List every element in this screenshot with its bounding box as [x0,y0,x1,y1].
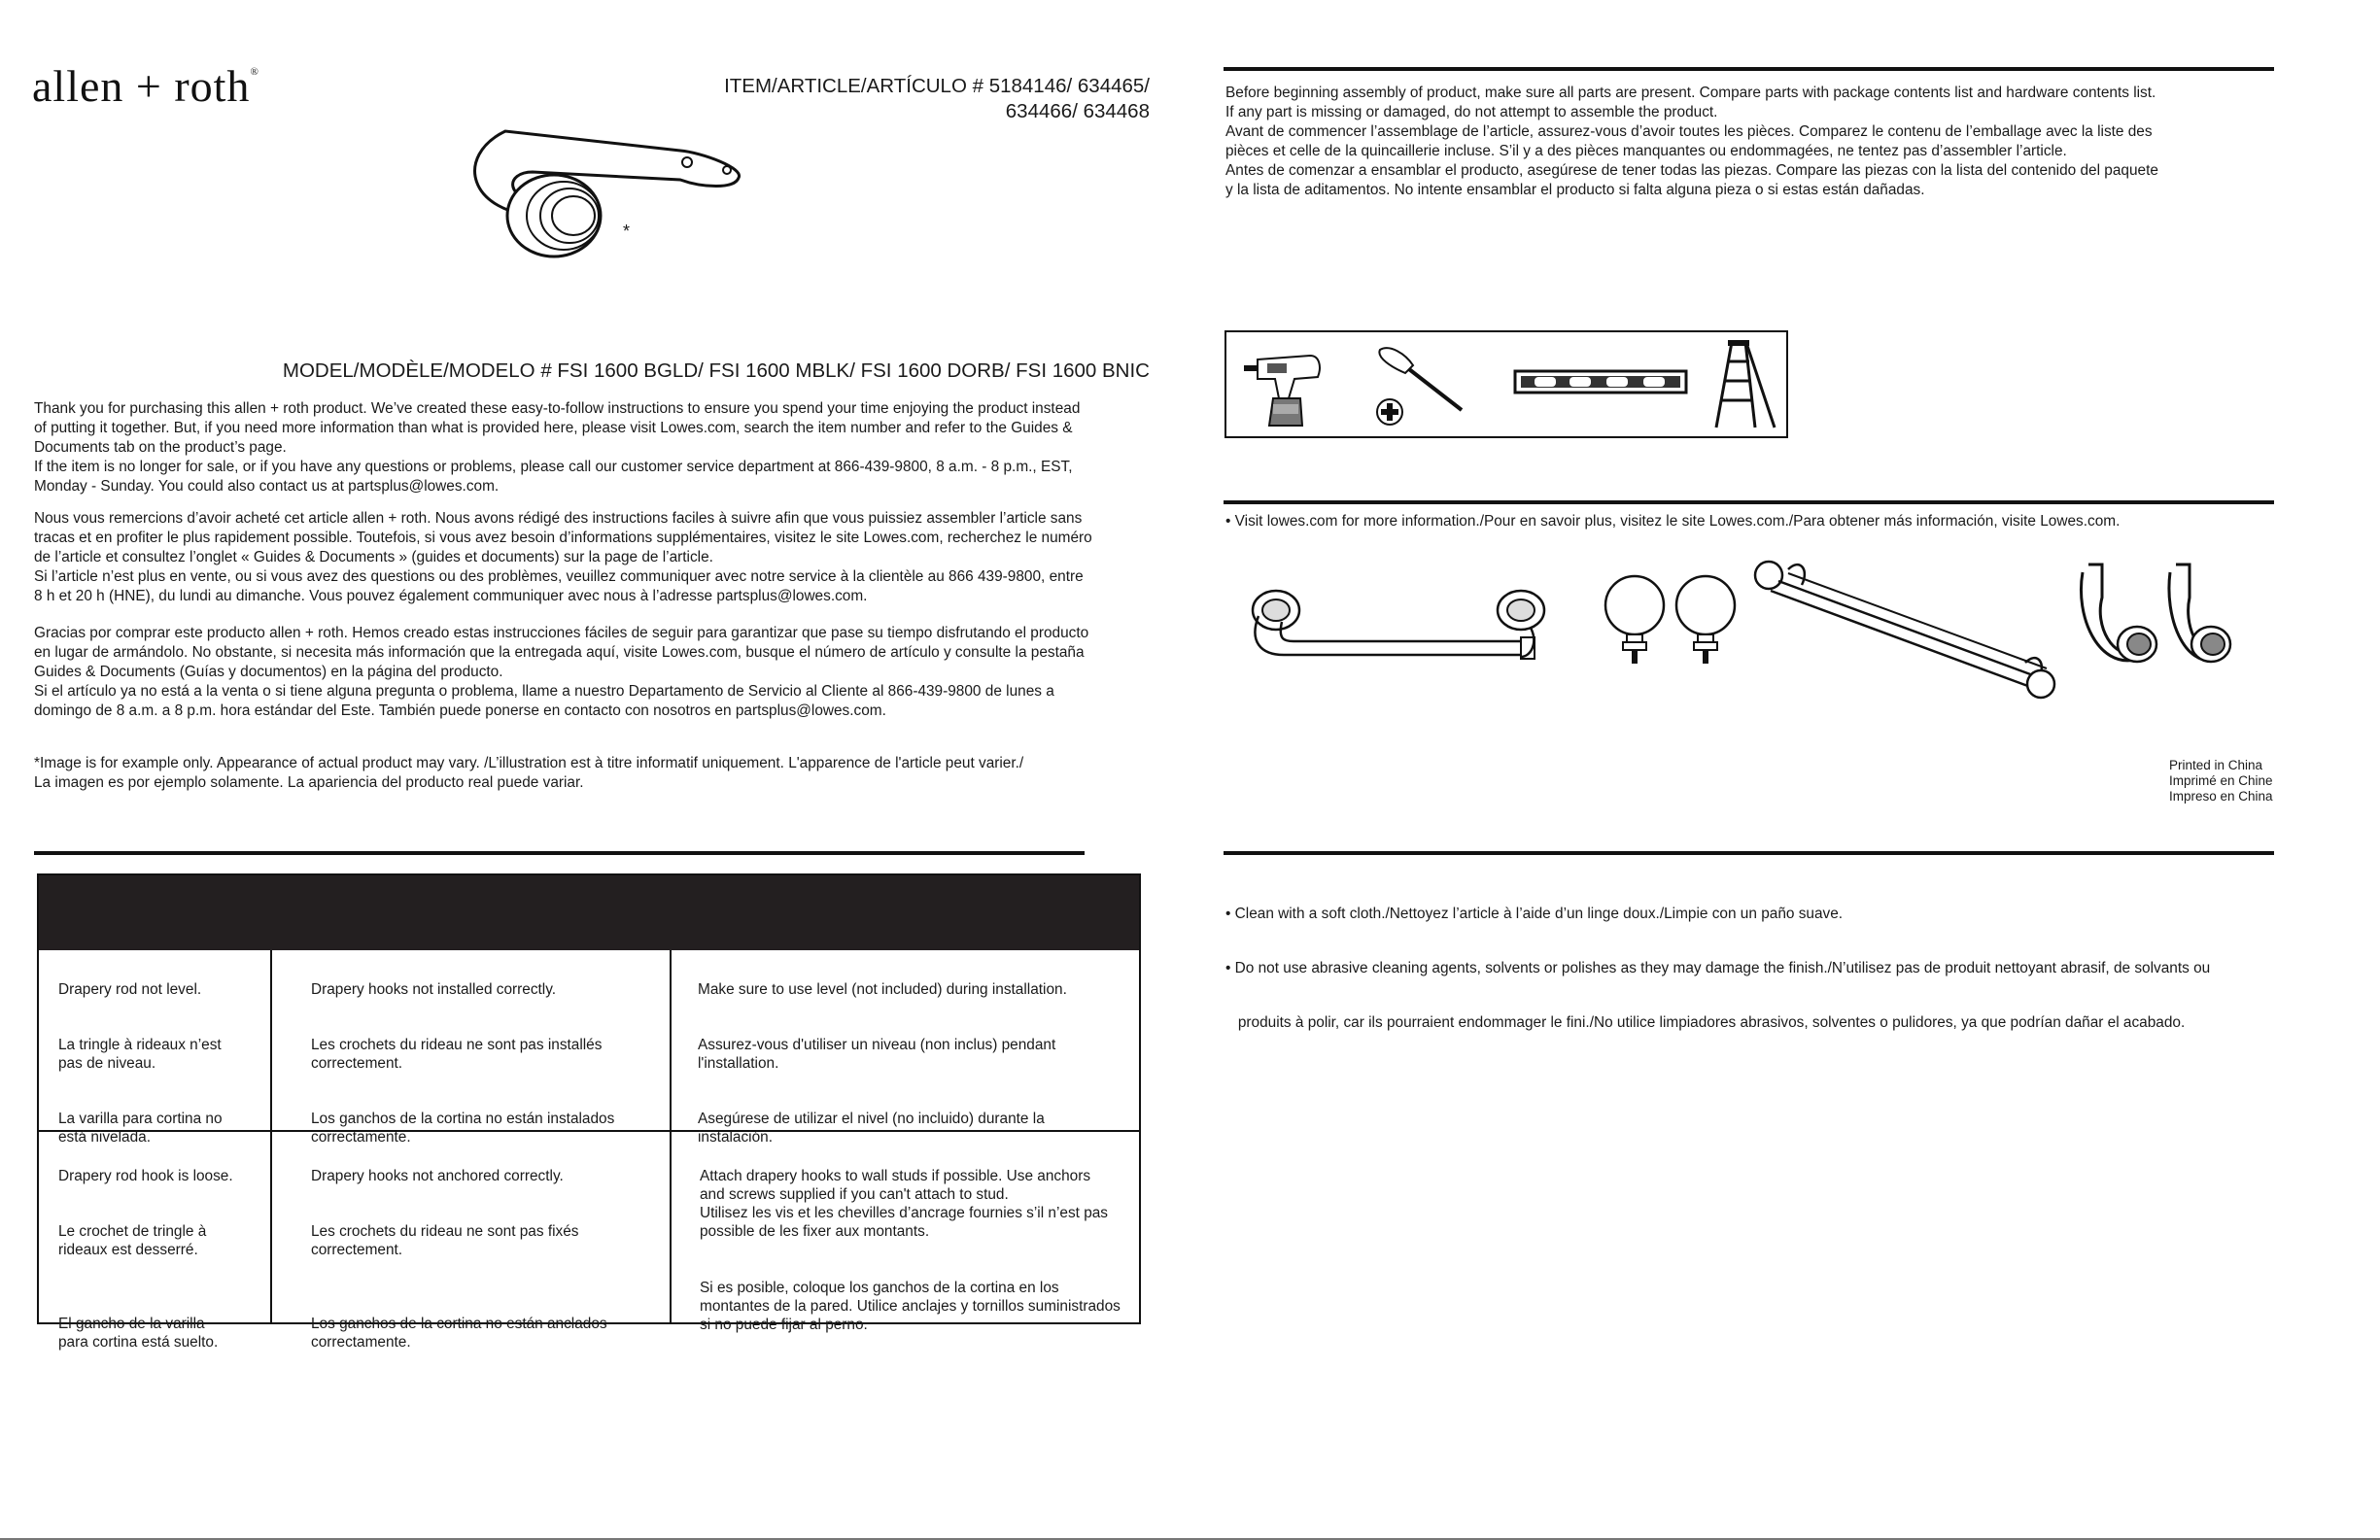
divider-rule [1224,67,2274,71]
illustration-asterisk: * [623,222,631,241]
ladder-icon [1712,338,1780,431]
curtain-rod-illustration [1749,556,2070,702]
ball-finials-illustration [1599,568,1744,670]
table-row-1-action: Make sure to use level (not included) during installation. Assurez-vous d'utiliser un niveau (non inclus) pendant l'installation. Asegúrese de utilizar el nivel (no incluido) durante la instalación. [698,981,1067,1146]
tools-needed-box [1224,330,1788,438]
visit-website-note: • Visit lowes.com for more information./Pour en savoir plus, visitez le site Lowes.com./Para obtener más información, visite Lowes.com. [1225,513,2121,530]
printed-in-china: Printed in China Imprimé en Chine Impreso en China [2169,758,2273,804]
divider-rule [1224,851,2274,855]
model-number: MODEL/MODÈLE/MODELO # FSI 1600 BGLD/ FSI 1600 MBLK/ FSI 1600 DORB/ FSI 1600 BNIC [282,359,1150,382]
intro-spanish: Gracias por comprar este producto allen + roth. Hemos creado estas instrucciones fáciles de seguir para garantizar que pase su tiempo disfrutando el producto en lugar de armándolo. No obstante, si necesita más información que la entregada aquí, visite Lowes.com, busque el número de artículo y consulte la pestaña Guides & Documents (Guías y documentos) en la página del producto. Si el artículo ya no está a la venta o si tiene alguna pregunta o problema, llame a nuestro Departamento de Servicio al Cliente al 866-439-9800 de lunes a domingo de 8 a.m. a 8 p.m. hora estándar del Este. También puede ponerse en contacto con nosotros en partsplus@lowes.com. [34,625,1089,719]
divider-rule [34,851,1085,855]
table-row-1-cause: Drapery hooks not installed correctly. Les crochets du rideau ne sont pas installés correctement. Los ganchos de la cortina no están instalados correctamente. [311,981,615,1146]
divider-rule [1224,500,2274,504]
image-disclaimer: *Image is for example only. Appearance of actual product may vary. /L’illustration est à titre informatif uniquement. L'apparence de l'article peut varier./ La imagen es por ejemplo solamente. La apariencia del producto real puede variar. [34,755,1024,791]
table-row-1-problem: Drapery rod not level. La tringle à rideaux n’est pas de niveau. La varilla para cortina no está nivelada. [58,981,223,1146]
item-number: ITEM/ARTICLE/ARTÍCULO # 5184146/ 634465/ 634466/ 634468 [724,75,1150,122]
tieback-hooks-illustration [2075,559,2240,685]
table-row-2-action: Attach drapery hooks to wall studs if possible. Use anchors and screws supplied if you can't attach to stud. Utilisez les vis et les chevilles d’ancrage fournies s’il n’est pas possible de les fixer aux montants. Si es posible, coloque los ganchos de la cortina en los montantes de la pared. Utilice anclajes y tornillos suministrados si no puede fijar al perno. [700,1168,1121,1333]
preparation-text: Before beginning assembly of product, make sure all parts are present. Compare parts with package contents list and hardware contents list. If any part is missing or damaged, do not attempt to assemble the product. Avant de commencer l’assemblage de l’article, assurez-vous d’avoir toutes les pièces. Comparez le contenu de l’emballage avec la liste des pièces et celle de la quincaillerie incluse. S’il y a des pièces manquantes ou endommagées, ne tentez pas d’assembler l’article. Antes de comenzar a ensamblar el producto, asegúrese de tener todas las piezas. Compare las piezas con la lista del contenido del paquete y la lista de aditamentos. No intente ensamblar el producto si falta alguna pieza o si estas están dañadas. [1225,85,2158,198]
phillips-screwdriver-icon [1372,342,1489,428]
table-row-2-problem: Drapery rod hook is loose. Le crochet de tringle à rideaux est desserré. El gancho de la varilla para cortina está suelto. [58,1168,233,1351]
level-icon [1513,367,1688,396]
care-instructions: • Clean with a soft cloth./Nettoyez l’article à l’aide d’un linge doux./Limpie con un paño suave. • Do not use abrasive cleaning agents, solvents or polishes as they may damage the finish./N’utilisez pas de produit nettoyant abrasif, de solvants ou produits à polir, car ils pourraient endommager le fini./No utilice limpiadores abrasivos, solventes o pulidores, ya que podrían dañar el acabado. [1225,906,2211,1031]
table-column-divider [270,950,272,1322]
intro-english: Thank you for purchasing this allen + roth product. We’ve created these easy-to-follow instructions to ensure you spend your time enjoying the product instead of putting it together. But, if you need more information than what is provided here, please visit Lowes.com, search the item number and refer to the Guides & Documents tab on the product’s page. If the item is no longer for sale, or if you have any questions or problems, please call our customer service department at 866-439-9800, 8 a.m. - 8 p.m., EST, Monday - Sunday. You could also contact us at partsplus@lowes.com. [34,400,1081,495]
brand-logo: allen + roth® [32,61,259,111]
drill-icon [1240,340,1328,429]
tieback-product-illustration [447,121,758,267]
intro-french: Nous vous remercions d’avoir acheté cet article allen + roth. Nous avons rédigé des instructions faciles à suivre afin que vous puissiez assembler l’article sans tracas et en profiter le plus rapidement possible. Toutefois, si vous avez besoin d’informations supplémentaires, visitez le site Lowes.com, recherchez le numéro de l’article et consultez l’onglet « Guides & Documents » (guides et documents) sur la page de l’article. Si l’article n’est plus en vente, ou si vous avez des questions ou des problèmes, veuillez communiquer avec notre service à la clientèle au 866 439-9800, entre 8 h et 20 h (HNE), du lundi au dimanche. Vous pouvez également communiquer avec nous à l’adresse partsplus@lowes.com. [34,510,1092,604]
bracket-with-rod-illustration [1239,573,1560,670]
table-row-2-cause: Drapery hooks not anchored correctly. Les crochets du rideau ne sont pas fixés correctement. Los ganchos de la cortina no están anclados correctamente. [311,1168,607,1351]
table-column-divider [670,950,672,1322]
